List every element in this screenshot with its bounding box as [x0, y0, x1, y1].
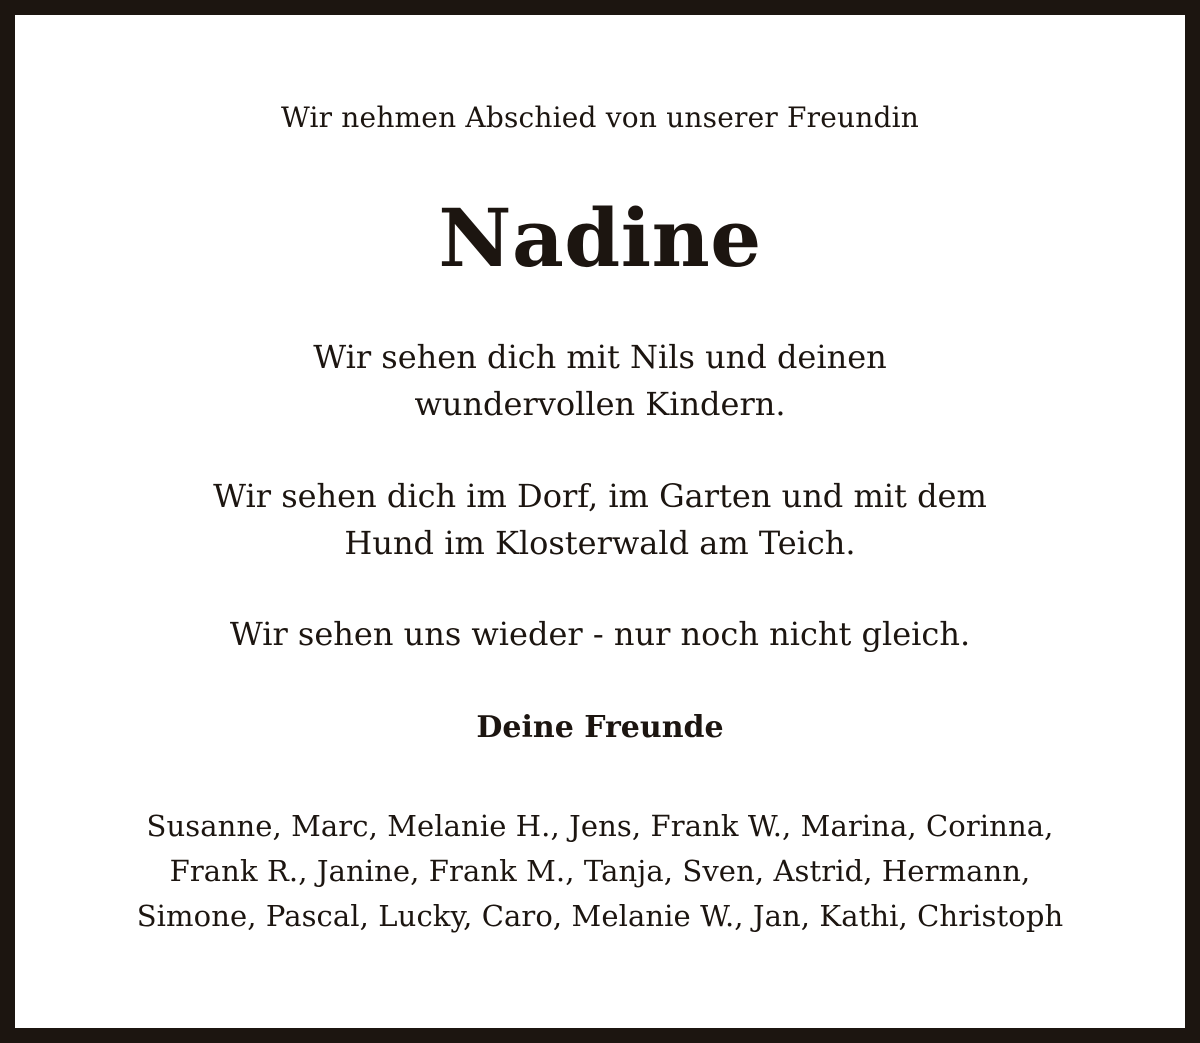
names-line-2: Frank R., Janine, Frank M., Tanja, Sven, Astrid, Hermann, [169, 854, 1031, 888]
verse-3-line-1: Wir sehen uns wieder - nur noch nicht gleich. [229, 615, 971, 653]
verse-2-line-2: Hund im Klosterwald am Teich. [344, 524, 856, 562]
verse-1-line-2: wundervollen Kindern. [414, 385, 786, 423]
names-line-1: Susanne, Marc, Melanie H., Jens, Frank W., Marina, Corinna, [146, 809, 1054, 843]
names-line-3: Simone, Pascal, Lucky, Caro, Melanie W., Jan, Kathi, Christoph [136, 899, 1064, 933]
verse-1-line-1: Wir sehen dich mit Nils und deinen [313, 338, 887, 376]
intro-text: Wir nehmen Abschied von unserer Freundin [280, 101, 919, 134]
deceased-name: Nadine [438, 191, 762, 285]
verse-2-line-1: Wir sehen dich im Dorf, im Garten und mit dem [213, 477, 987, 515]
signature: Deine Freunde [476, 710, 724, 745]
